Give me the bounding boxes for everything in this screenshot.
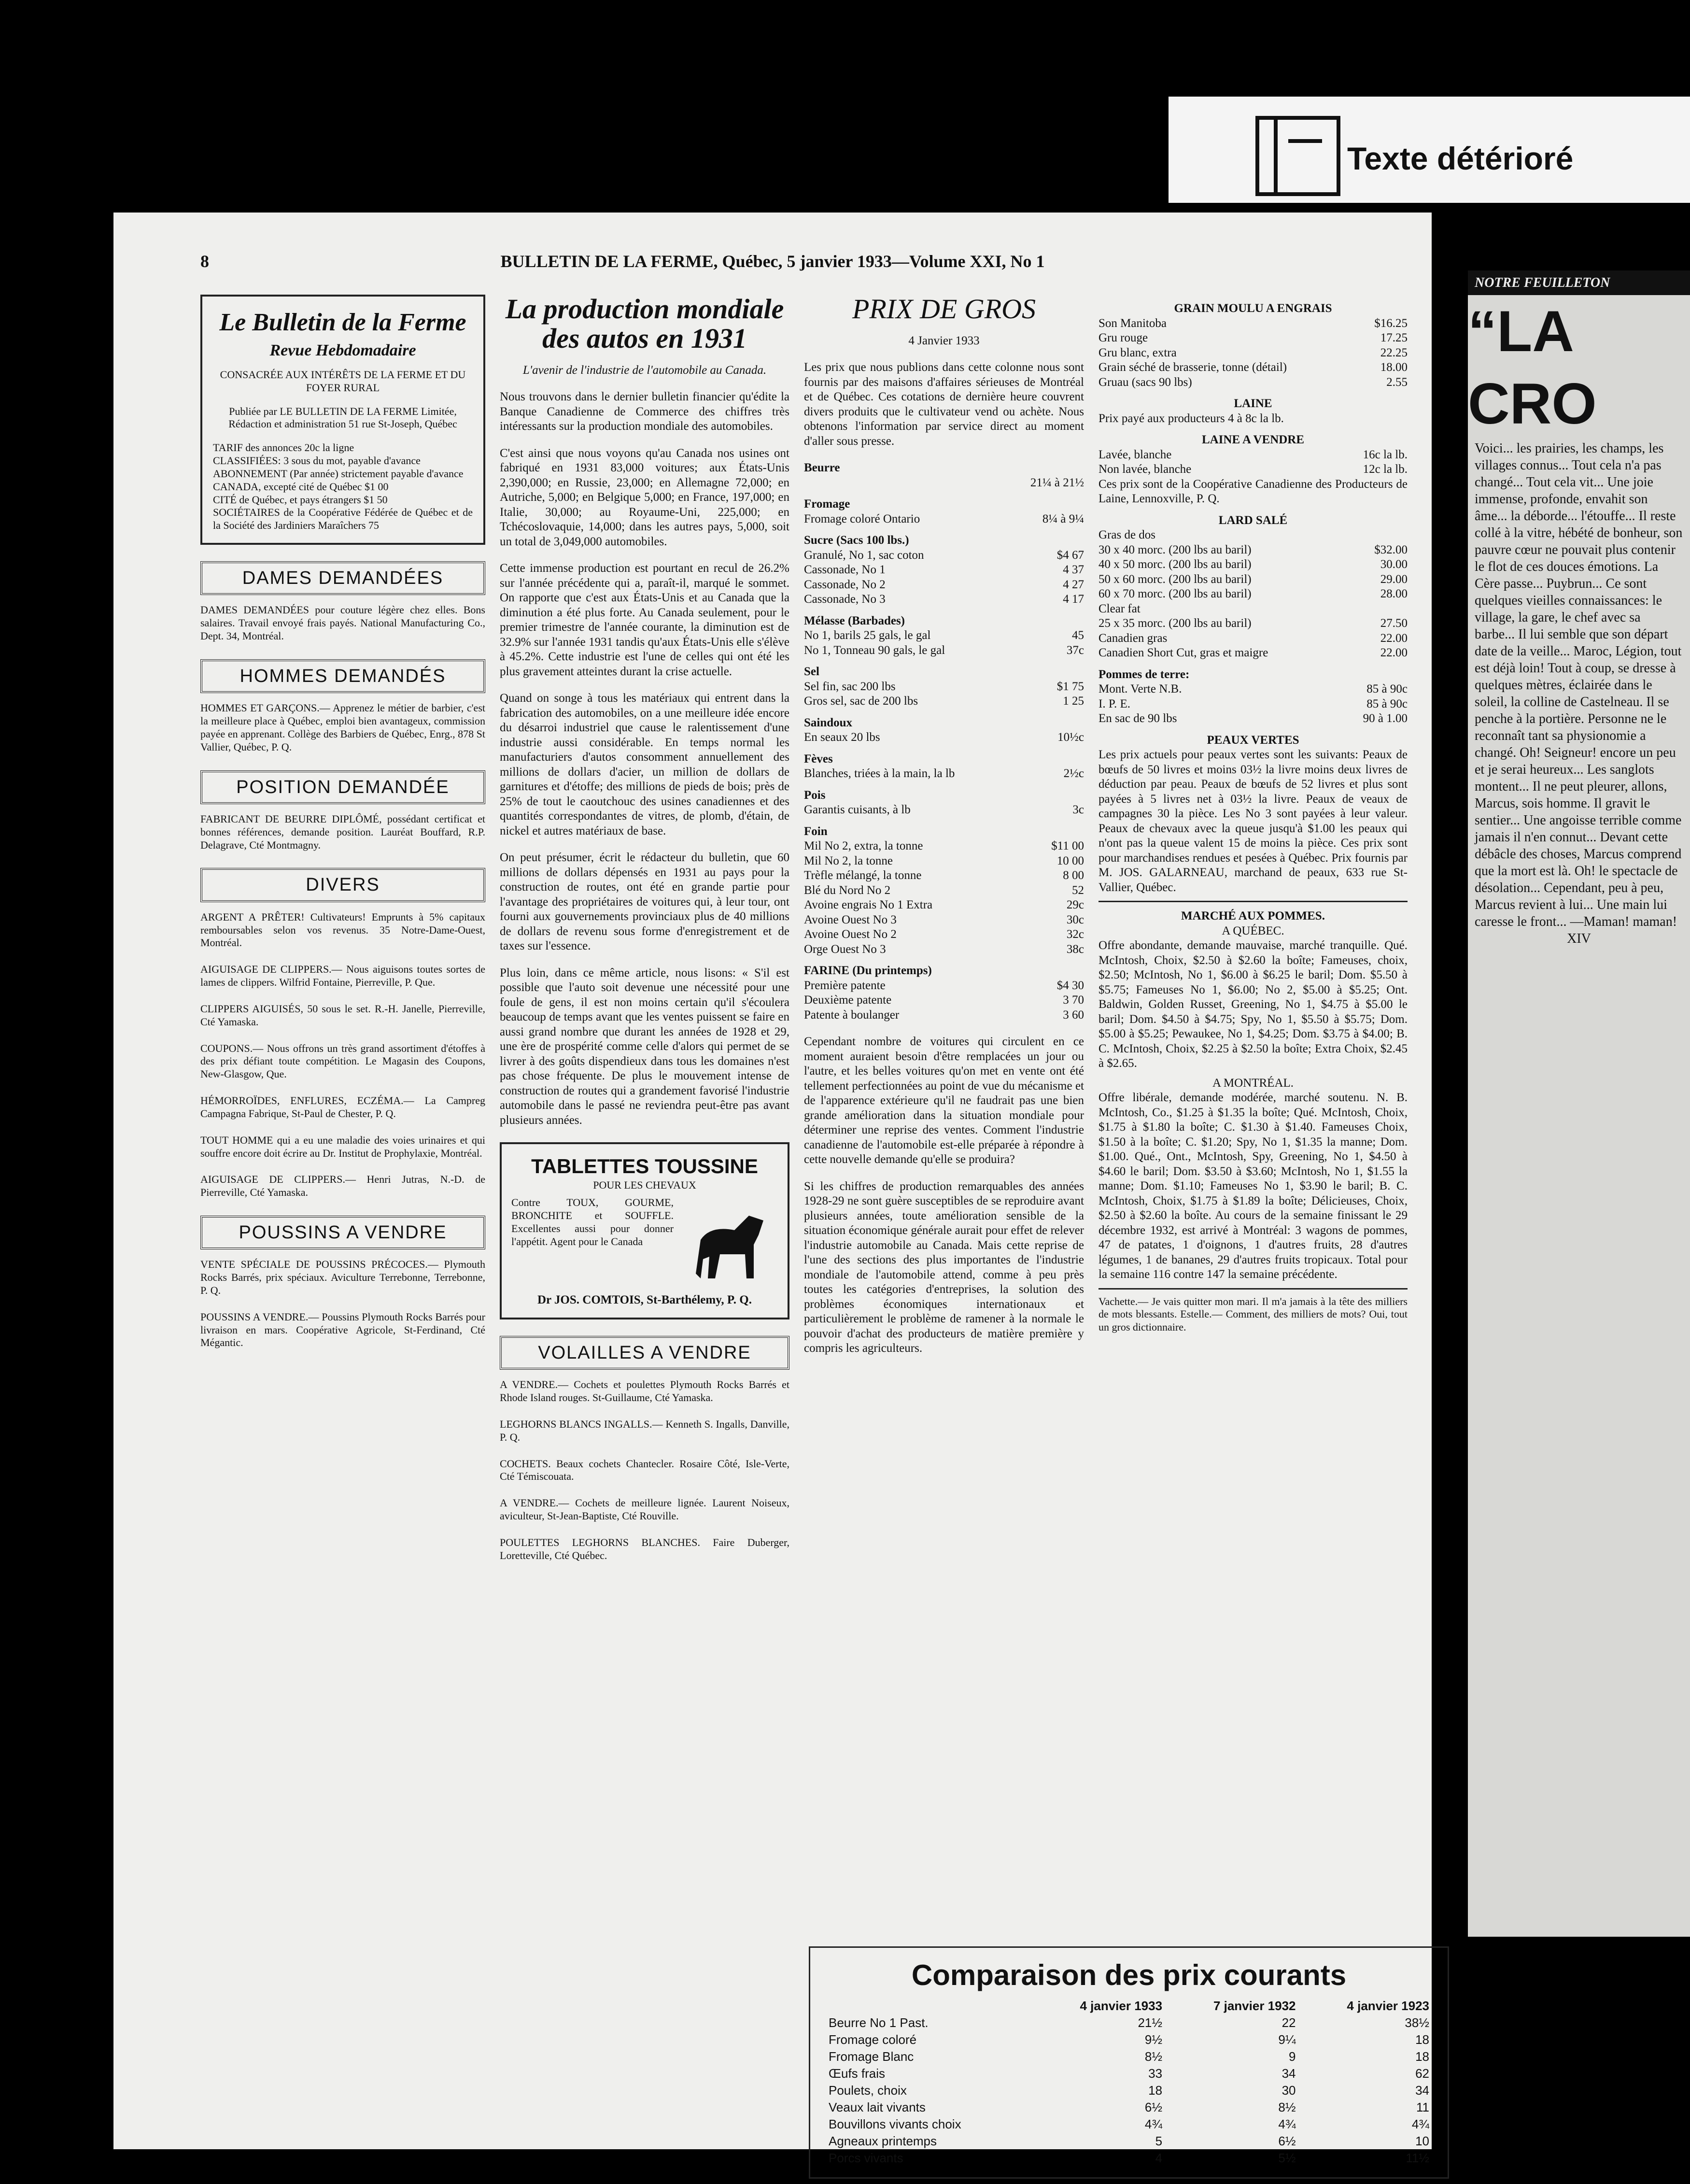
laine-row xyxy=(1098,448,1408,463)
classified-ad: FABRICANT DE BEURRE DIPLÔMÉ, possédant certificat et bonnes références, demande position. Lauréat Bouffard, R.P. Delagrave, Cté Montmagny. xyxy=(200,812,485,851)
lard-row-value: $32.00 xyxy=(1374,543,1408,556)
prix-row-value: $11 00 xyxy=(1051,839,1084,853)
prix-row-label: Granulé, No 1, sac coton xyxy=(804,548,924,562)
prix-row xyxy=(804,766,1084,781)
comparaison-cell: 4 xyxy=(1155,2151,1163,2165)
prix-row-label: Mil No 2, extra, la tonne xyxy=(804,839,923,853)
grain-row-label: Grain séché de brasserie, tonne (détail) xyxy=(1098,361,1287,374)
comparaison-cell: 4¾ xyxy=(1144,2117,1163,2131)
article-title: La production mondiale des autos en 1931 xyxy=(505,293,784,354)
prix-row-label: No 1, barils 25 gals, le gal xyxy=(804,629,931,642)
article-paragraph: C'est ainsi que nous voyons qu'au Canada nos usines ont fabriqué en 1931 83,000 voitures; aux États-Unis 2,390,000; en Russie, 23,000; en Allemagne 72,000; en Autriche, 5,000; en Belgique 5,000; en France, 197,000; en Italie, 30,000; au Royaume-Uni, 225,000; en Tchécoslovaquie, 14,000; dans les autres pays, 5,000, soit un total de 3,049,000 automobiles. xyxy=(500,446,789,548)
prix-row-value: 37c xyxy=(1066,643,1084,657)
comparaison-cell: 34 xyxy=(1282,2066,1296,2081)
comparaison-cell: 9½ xyxy=(1144,2032,1163,2047)
prix-row-label: Garantis cuisants, à lb xyxy=(804,803,911,817)
quebec-title: A QUÉBEC. xyxy=(1222,924,1284,937)
comparaison-column-header: 4 janvier 1933 xyxy=(1080,1999,1163,2013)
grain-row-value: 18.00 xyxy=(1380,361,1408,374)
lard-row xyxy=(1098,543,1408,558)
grain-row xyxy=(1098,360,1408,375)
feuilleton-head: NOTRE FEUILLETON xyxy=(1468,270,1690,295)
prix-title: PRIX DE GROS xyxy=(852,293,1036,325)
grain-row-value: 17.25 xyxy=(1380,331,1408,344)
lard-row-value: 22.00 xyxy=(1380,631,1408,645)
grain-row xyxy=(1098,331,1408,346)
prix-row xyxy=(804,942,1084,957)
lard-row-value: 28.00 xyxy=(1380,587,1408,600)
comparaison-row xyxy=(825,2099,1433,2116)
prix-row-value: 3 70 xyxy=(1063,993,1084,1007)
classified-ad: TOUT HOMME qui a eu une maladie des voies urinaires et qui souffre encore doit écrire au Dr. Institut de Prophylaxie, Montréal. xyxy=(200,1134,485,1159)
prix-row-value: 10 00 xyxy=(1056,854,1084,867)
prix-section-title: Pois xyxy=(804,788,826,802)
prix-row xyxy=(804,628,1084,643)
prix-row-value: 45 xyxy=(1072,629,1084,642)
divider xyxy=(1098,901,1408,902)
volailles-ad: POULETTES LEGHORNS BLANCHES. Faire Duberger, Loretteville, Cté Québec. xyxy=(500,1536,789,1561)
prix-section-title: Mélasse (Barbades) xyxy=(804,614,905,627)
comparaison-cell: 6½ xyxy=(1278,2134,1296,2148)
masthead-publisher: Publiée par LE BULLETIN DE LA FERME Limitée, Rédaction et administration 51 rue St-Joseph, Québec xyxy=(228,405,457,430)
deteriorated-text-stamp xyxy=(1169,97,1690,203)
prix-row-value: 30c xyxy=(1066,913,1084,926)
comparaison-cell: 33 xyxy=(1148,2066,1163,2081)
lard-row xyxy=(1098,602,1408,617)
quebec-text: Offre abondante, demande mauvaise, marché tranquille. Qué. McIntosh, Choix, $2.50 à $2.60 la boîte; Fameuses, choix, $2.50; McIntosh, No 1, $6.00 à $6.25 le baril; Dom. $5.50 à $5.75; Fameuses No 1, $6.00; No 2, $5.00 à $5.25; Ont. Baldwin, Golden Russet, Greening, No 1, $4.75 à $5.00 le baril; Dom. $4.50 à $4.75; Spy, No 1, $5.50 à $5.75; Dom. $5.00 à $5.25; Pewaukee, No 1, $4.25; Dom. $3.75 à $4.00; B. C. McIntosh, Choix, $2.25 à $2.50 la boîte; Extra Choix, $2.45 à $2.65. xyxy=(1098,939,1408,1070)
masthead-title: Le Bulletin de la Ferme xyxy=(219,309,466,336)
volailles-ad: COCHETS. Beaux cochets Chantecler. Rosaire Côté, Isle-Verte, Cté Témiscouata. xyxy=(500,1457,789,1483)
prix-row-label: Blanches, triées à la main, la lb xyxy=(804,767,955,780)
tablettes-agent: Dr JOS. COMTOIS, St-Barthélemy, P. Q. xyxy=(537,1293,752,1307)
prix-row-value: 8¼ à 9¼ xyxy=(1042,512,1084,525)
comparaison-row xyxy=(825,2133,1433,2150)
grain-row xyxy=(1098,316,1408,331)
lard-title: LARD SALÉ xyxy=(1218,513,1288,527)
prix-row-label: Avoine Ouest No 2 xyxy=(804,928,897,941)
feuilleton-text: Voici... les prairies, les champs, les villages connus... Tout cela n'a pas changé... Tout cela vit... Une joie immense, profonde, envahit son âme... la déborde... l'étouffe... Il reste collé à la vitre, hébété de bonheur, son pauvre cœur ne pouvait plus contenir le flot de ces douces émotions. La Cère passe... Puybrun... Ce sont quelques vieilles connaissances: le village, la gare, le chef avec sa barbe... Il lui semble que son départ date de la veille... Maroc, Légion, tout est déjà loin! Tout à coup, se dresse à quelques mètres, éclairée dans le soleil, la colline de Castelneau. Il se penche à la portière. Personne ne le reconnaît tant sa physionomie a changé. Oh! Seigneur! encore un peu et je serai heureux... Les sanglots montent... Il ne peut pleurer, allons, Marcus, sois homme. Il gravit le sentier... Une angoisse terrible comme jamais il n'en connut... Devant cette débâcle des choses, Marcus comprend que la mort est là. Oh! le spectacle de désolation... Cependant, peu à peu, Marcus revient à lui... Une main lui caresse le front... —Maman! maman! xyxy=(1475,441,1683,929)
montreal-title: A MONTRÉAL. xyxy=(1212,1076,1294,1090)
comparaison-cell: 34 xyxy=(1415,2083,1429,2098)
page-number: 8 xyxy=(200,252,209,271)
prix-section-title: FARINE (Du printemps) xyxy=(804,964,932,978)
lard-row xyxy=(1098,646,1408,661)
lard-row-label: Canadien Short Cut, gras et maigre xyxy=(1098,646,1268,659)
comparaison-cell: Fromage coloré xyxy=(829,2032,917,2047)
prix-row xyxy=(804,898,1084,913)
comparaison-row xyxy=(825,2082,1433,2099)
grain-row-label: Gru blanc, extra xyxy=(1098,346,1177,359)
comparaison-cell: 30 xyxy=(1282,2083,1296,2098)
grain-rows xyxy=(1098,316,1408,390)
classified-ad: ARGENT A PRÊTER! Cultivateurs! Emprunts à 5% capitaux remboursables selon vos revenus. 35 Notre-Dame-Ouest, Montréal. xyxy=(200,910,485,949)
prix-row-label: Première patente xyxy=(804,979,886,992)
classified-ad: DAMES DEMANDÉES pour couture légère chez elles. Bons salaires. Travail envoyé frais payés. National Manufacturing Co., Dept. 34, Montréal. xyxy=(200,604,485,642)
article-paragraph: Plus loin, dans ce même article, nous lisons: « S'il est possible que l'auto soit devenue une nécessité pour une foule de gens, il est non moins certain qu'il s'écoulera beaucoup de temps avant que les ventes puissent se faire en aussi grand nombre que durant les années de 1928 et 29, une ère de prospérité comme celle d'alors qui permet de se livrer à des goûts dispendieux dans tous les domaines n'est pas chose fréquente. De plus le mouvement intense de construction de routes qui a grandement favorisé l'industrie automobile dans le passé ne reviendra peut-être pas avant plusieurs années. xyxy=(500,966,789,1127)
classified-ad: CLIPPERS AIGUISÉS, 50 sous le set. R.-H. Janelle, Pierreville, Cté Yamaska. xyxy=(200,1002,485,1028)
comparaison-cell: 11 xyxy=(1416,2100,1429,2114)
comparaison-row xyxy=(825,2014,1433,2031)
prix-section-title: Fèves xyxy=(804,752,833,766)
tablettes-ad xyxy=(500,1142,789,1319)
tablettes-body: Contre TOUX, GOURME, BRONCHITE et SOUFFLE. Excellentes aussi pour donner l'appétit. Agent pour le Canada xyxy=(511,1196,674,1248)
prix-row-value: 3 60 xyxy=(1063,1008,1084,1021)
prix-row-label: Trèfle mélangé, la tonne xyxy=(804,869,922,882)
lard-row xyxy=(1098,631,1408,646)
stamp-logo-icon xyxy=(1255,116,1340,196)
prix-row-value: $1 75 xyxy=(1056,680,1084,693)
comparaison-cell: 4¾ xyxy=(1278,2117,1296,2131)
prix-row xyxy=(804,476,1084,491)
lard-row-label: 40 x 50 morc. (200 lbs au baril) xyxy=(1098,558,1252,571)
masthead-rate: SOCIÉTAIRES de la Coopérative Fédérée de Québec et de la Société des Jardiniers Maraîchers 75 xyxy=(213,506,473,532)
comparaison-row xyxy=(825,2116,1433,2133)
pommes-terre-row-label: I. P. E. xyxy=(1098,697,1130,710)
grain-row-value: 2.55 xyxy=(1386,375,1408,389)
prix-section-title: Saindoux xyxy=(804,716,853,729)
tablettes-sub: POUR LES CHEVAUX xyxy=(593,1178,696,1191)
lard-row-label: Canadien gras xyxy=(1098,631,1168,645)
masthead-tagline: CONSACRÉE AUX INTÉRÊTS DE LA FERME ET DU FOYER RURAL xyxy=(220,368,466,394)
grain-row-label: Gru rouge xyxy=(1098,331,1148,344)
masthead-rate: CLASSIFIÉES: 3 sous du mot, payable d'avance xyxy=(213,454,421,467)
article-subtitle: L'avenir de l'industrie de l'automobile au Canada. xyxy=(522,363,767,377)
laine-price: Prix payé aux producteurs 4 à 8c la lb. xyxy=(1098,411,1284,425)
lard-row-label: 60 x 70 morc. (200 lbs au baril) xyxy=(1098,587,1252,600)
masthead-rate: TARIF des annonces 20c la ligne xyxy=(213,441,354,454)
classified-ad: POUSSINS A VENDRE.— Poussins Plymouth Rocks Barrés pour livraison en mars. Coopérative Agricole, St-Ferdinand, Cté Mégantic. xyxy=(200,1310,485,1349)
classified-heading: POUSSINS A VENDRE xyxy=(200,1216,485,1249)
pommes-terre-row-label: Mont. Verte N.B. xyxy=(1098,682,1182,695)
classified-ad: AIGUISAGE DE CLIPPERS.— Nous aiguisons toutes sortes de lames de clippers. Wilfrid Fontaine, Pierreville, P. Que. xyxy=(200,963,485,989)
pommes-terre-row xyxy=(1098,711,1408,726)
laine-row-label: Lavée, blanche xyxy=(1098,448,1172,461)
prix-row-label: Deuxième patente xyxy=(804,993,892,1007)
volailles-heading: VOLAILLES A VENDRE xyxy=(500,1336,789,1370)
prix-row xyxy=(804,979,1084,993)
prix-section-title: Beurre xyxy=(804,461,840,475)
comparaison-cell: 18 xyxy=(1415,2049,1429,2064)
pommes-terre-row-label: En sac de 90 lbs xyxy=(1098,712,1177,725)
comparaison-cell: 5½ xyxy=(1278,2151,1296,2165)
lard-row xyxy=(1098,557,1408,572)
comparaison-cell: Œufs frais xyxy=(829,2066,886,2081)
prix-row-value: $4 67 xyxy=(1056,548,1084,562)
pommes-title: MARCHÉ AUX POMMES. xyxy=(1181,909,1325,922)
volailles-ad: LEGHORNS BLANCS INGALLS.— Kenneth S. Ingalls, Danville, P. Q. xyxy=(500,1418,789,1443)
article-paragraph: Cette immense production est pourtant en recul de 26.2% sur l'année précédente qui a, paraît-il, marqué le sommet. On rapporte que c'est aux États-Unis et au Canada que la diminution a été plus forte. Au Canada seulement, pour le premier trimestre de l'année courante, la diminution est de 32.9% sur l'année 1931 tandis qu'aux États-Unis elle s'élève à 45.2%. Cette industrie est l'une de celles qui ont été les plus gravement atteintes durant la crise actuelle. xyxy=(500,562,789,678)
comparaison-cell: 18 xyxy=(1148,2083,1163,2098)
comparaison-row xyxy=(825,2150,1433,2167)
comparaison-row xyxy=(825,2048,1433,2065)
grain-row-label: Son Manitoba xyxy=(1098,316,1167,330)
prix-row-label: Orge Ouest No 3 xyxy=(804,942,886,956)
prix-row-value: 21¼ à 21½ xyxy=(1030,476,1084,489)
prix-row xyxy=(804,578,1084,593)
laine-row-label: Non lavée, blanche xyxy=(1098,463,1192,476)
pommes-terre-row-value: 90 à 1.00 xyxy=(1363,712,1408,725)
prix-row-value: 32c xyxy=(1066,928,1084,941)
article-paragraph: Nous trouvons dans le dernier bulletin financier qu'édite la Banque Canadienne de Commerce des chiffres très intéressants sur la production mondiale des automobiles. xyxy=(500,390,789,433)
comparaison-column-header xyxy=(825,1998,1033,2014)
article-paragraph: Cependant nombre de voitures qui circulent en ce moment auraient besoin d'être remplacées un jour ou l'autre, et les belles voitures qu'on met en vente ont été tellement perfectionnées au point de vue du mécanisme et de l'apparence extérieure qu'il ne faudrait pas une bien grande amélioration dans la situation mondiale pour déterminer une reprise des ventes. Comment l'industrie canadienne de l'automobile est-elle préparée à répondre à cette nouvelle demande qu'elle se produira? xyxy=(804,1035,1084,1166)
column-prix-de-gros xyxy=(804,295,1084,1368)
prix-row-value: 1 25 xyxy=(1063,695,1084,708)
grain-row xyxy=(1098,375,1408,390)
prix-section-title: Sucre (Sacs 100 lbs.) xyxy=(804,534,909,547)
prix-row-label: Avoine Ouest No 3 xyxy=(804,913,897,926)
prix-row-value: 10½c xyxy=(1057,731,1084,744)
prix-row-value: 3c xyxy=(1072,803,1084,817)
tablettes-title: TABLETTES TOUSSINE xyxy=(531,1155,758,1178)
prix-row-label: Avoine engrais No 1 Extra xyxy=(804,898,933,912)
laine-vendre-title: LAINE A VENDRE xyxy=(1201,433,1305,446)
masthead-subtitle: Revue Hebdomadaire xyxy=(269,341,416,360)
comparaison-cell: 8½ xyxy=(1144,2049,1163,2064)
lard-row-value: 29.00 xyxy=(1380,572,1408,586)
comparaison-cell: Veaux lait vivants xyxy=(829,2100,926,2114)
prix-row-value: 38c xyxy=(1066,942,1084,956)
prix-row xyxy=(804,927,1084,942)
prix-row xyxy=(804,643,1084,658)
grain-title: GRAIN MOULU A ENGRAIS xyxy=(1174,302,1332,315)
prix-row-label: Cassonade, No 1 xyxy=(804,563,886,577)
lard-row-label: Gras de dos xyxy=(1098,528,1156,541)
pommes-terre-row-value: 85 à 90c xyxy=(1366,682,1408,695)
prix-row xyxy=(804,883,1084,898)
stamp-label: Texte détérioré xyxy=(1347,141,1574,176)
laine-note: Ces prix sont de la Coopérative Canadienne des Producteurs de Laine, Lennoxville, P. Q. xyxy=(1098,477,1408,505)
divider xyxy=(1098,1288,1408,1290)
grain-row-value: 22.25 xyxy=(1380,346,1408,359)
comparaison-column-header: 7 janvier 1932 xyxy=(1213,1999,1296,2013)
prix-row xyxy=(804,512,1084,527)
comparaison-cell: 4¾ xyxy=(1411,2117,1429,2131)
comparaison-cell: 9 xyxy=(1289,2049,1296,2064)
comparaison-cell: 62 xyxy=(1415,2066,1429,2081)
classified-ad: VENTE SPÉCIALE DE POUSSINS PRÉCOCES.— Plymouth Rocks Barrés, prix spéciaux. Aviculture Terrebonne, Terrebonne, P. Q. xyxy=(200,1258,485,1296)
prix-row-value: $4 30 xyxy=(1056,979,1084,992)
comparaison-cell: Fromage Blanc xyxy=(829,2049,914,2064)
classified-heading: HOMMES DEMANDÉS xyxy=(200,659,485,693)
comparaison-cell: 21½ xyxy=(1138,2015,1163,2030)
prix-row xyxy=(804,694,1084,709)
lard-row xyxy=(1098,587,1408,602)
prix-section-title: Fromage xyxy=(804,497,850,511)
laine-row xyxy=(1098,462,1408,477)
horse-icon xyxy=(681,1196,778,1293)
laine-row-value: 12c la lb. xyxy=(1363,463,1408,476)
comparaison-cell: Beurre No 1 Past. xyxy=(829,2015,929,2030)
comparaison-table xyxy=(825,1998,1433,2167)
prix-row xyxy=(804,868,1084,883)
classified-ad: COUPONS.— Nous offrons un très grand assortiment d'étoffes à des prix défiant toute compétition. Le Magasin des Coupons, New-Glasgow, Que. xyxy=(200,1042,485,1080)
laine-title: LAINE xyxy=(1234,397,1272,410)
montreal-text: Offre libérale, demande modérée, marché soutenu. N. B. McIntosh, Co., $1.25 à $1.35 la boîte; Qué. McIntosh, Choix, $1.75 à $1.80 la boîte; C. $1.30 à $1.40. Fameuses Choix, $1.50 à la boîte; C. $1.20; Spy, No 1, $1.35 la manne; Dom. $1.00. Qué., Ont., McIntosh, Spy, Greening, No 1, $4.50 à $4.60 le baril; Dom. $3.50 à $3.60; McIntosh, No 1, $1.55 la manne; Dom. $1.10; Fameuses No 1, $3.90 le baril; B. C. McIntosh, Choix, $1.75 à $1.89 la boîte; Délicieuses, Choix, $2.50 à $2.60 la boîte. Au cours de la semaine finissant le 29 décembre 1932, est arrivé à Montréal: 3 wagons de pommes, 47 de patates, 1 d'oignons, 1 d'autres fruits, 28 d'autres légumes, 1 de bananes, 29 d'autres fruits tropicaux. Total pour la semaine 116 contre 147 la semaine précédente. xyxy=(1098,1091,1408,1281)
comparaison-cell: 22 xyxy=(1282,2015,1296,2030)
laine-rows xyxy=(1098,448,1408,477)
pommes-terre-rows xyxy=(1098,682,1408,726)
pommes-terre-row xyxy=(1098,697,1408,712)
comparaison-cell: 9¼ xyxy=(1278,2032,1296,2047)
prix-row-value: 2½c xyxy=(1063,767,1084,780)
masthead-rate: ABONNEMENT (Par année) strictement payable d'avance xyxy=(213,467,464,480)
pommes-terre-title: Pommes de terre: xyxy=(1098,667,1190,681)
comparaison-column-header: 4 janvier 1923 xyxy=(1347,1999,1429,2013)
comparaison-cell: Agneaux printemps xyxy=(829,2134,937,2148)
classified-ad: HOMMES ET GARÇONS.— Apprenez le métier de barbier, c'est la meilleure place à Québec, emploi bien avantageux, commission payée en apprenant. Collège des Barbiers de Québec, Enrg., 878 St Vallier, Québec, P. Q. xyxy=(200,702,485,753)
prix-row xyxy=(804,680,1084,695)
lard-rows xyxy=(1098,528,1408,661)
prix-row-value: 4 37 xyxy=(1063,563,1084,577)
prix-row-label: Mil No 2, la tonne xyxy=(804,854,893,867)
prix-row-label: No 1, Tonneau 90 gals, le gal xyxy=(804,643,945,657)
comparaison-cell: 6½ xyxy=(1144,2100,1163,2114)
masthead-rate: CANADA, excepté cité de Québec $1 00 xyxy=(213,480,389,493)
feuilleton-strip xyxy=(1468,270,1690,1937)
lard-row xyxy=(1098,572,1408,587)
grain-row-label: Gruau (sacs 90 lbs) xyxy=(1098,375,1192,389)
prix-row xyxy=(804,913,1084,928)
column-classifieds xyxy=(200,295,485,1363)
comparaison-cell: 18 xyxy=(1415,2032,1429,2047)
prix-row xyxy=(804,592,1084,607)
prix-row-value: 29c xyxy=(1066,898,1084,912)
feuilleton-title: “LA CRO xyxy=(1468,299,1597,436)
comparaison-cell: Bouvillons vivants choix xyxy=(829,2117,961,2131)
comparaison-cell: Poulets, choix xyxy=(829,2083,907,2098)
prix-intro: Les prix que nous publions dans cette colonne nous sont fournis par des maisons d'affaires sérieuses de Montréal et de Québec. Ces cotations de dernière heure couvrent divers produits que le cultivateur vend ou achète. Nous obtenons l'information par service direct au moment d'aller sous presse. xyxy=(804,361,1084,448)
prix-row-label: Blé du Nord No 2 xyxy=(804,883,891,897)
article-paragraph: On peut présumer, écrit le rédacteur du bulletin, que 60 millions de dollars dépensés en 1931 au pays pour la construction de routes, ont été en grande partie pour l'avantage des propriétaires de voitures qui, à leur tour, ont fourni aux gouvernements provinciaux plus de 40 millions de dollars de revenu sous forme d'enregistrement et de taxes sur l'essence. xyxy=(500,851,789,953)
grain-row xyxy=(1098,346,1408,361)
prix-row-label: Cassonade, No 2 xyxy=(804,578,886,591)
running-head: BULLETIN DE LA FERME, Québec, 5 janvier 1933—Volume XXI, No 1 xyxy=(500,252,1045,271)
prix-row-label: Fromage coloré Ontario xyxy=(804,512,920,525)
lard-row xyxy=(1098,528,1408,543)
classified-ad: AIGUISAGE DE CLIPPERS.— Henri Jutras, N.-D. de Pierreville, Cté Yamaska. xyxy=(200,1173,485,1199)
lard-row-value: 22.00 xyxy=(1380,646,1408,659)
comparaison-row xyxy=(825,2065,1433,2082)
peaux-text: Les prix actuels pour peaux vertes sont les suivants: Peaux de bœufs de 50 livres et moins 03½ la livre moins deux livres de déduction par peau. Peaux de bœufs de 52 livres et plus sont payées à 5 livres net à 03½ la livre. Peaux de veaux de campagnes 30 la pièce. Les No 3 sont payées à leur valeur. Peaux de chevaux avec la queue jusqu'à $1.00 les peaux qui n'ont pas la queue valent 15 de moins la pièce. Ces prix sont pour marchandises rendues et pesées à Québec. Prix fournis par M. JOS. GALARNEAU, marchand de peaux, 633 rue St-Vallier, Québec. xyxy=(1098,748,1408,894)
lard-row-label: 25 x 35 morc. (200 lbs au baril) xyxy=(1098,617,1252,630)
prix-date: 4 Janvier 1933 xyxy=(908,334,980,347)
peaux-title: PEAUX VERTES xyxy=(1207,733,1299,747)
comparaison-row xyxy=(825,2031,1433,2048)
pommes-terre-row xyxy=(1098,682,1408,697)
prix-section-title: Sel xyxy=(804,665,819,679)
prix-row xyxy=(804,1008,1084,1023)
prix-row-label: Sel fin, sac 200 lbs xyxy=(804,680,896,693)
classified-ad: HÉMORROÏDES, ENFLURES, ECZÉMA.— La Campreg Campagna Fabrique, St-Paul de Chester, P. Q. xyxy=(200,1094,485,1120)
grain-row-value: $16.25 xyxy=(1374,316,1408,330)
prix-row xyxy=(804,854,1084,869)
lard-row-value: 27.50 xyxy=(1380,617,1408,630)
laine-row-value: 16c la lb. xyxy=(1363,448,1408,461)
volailles-ad: A VENDRE.— Cochets de meilleure lignée. Laurent Noiseux, aviculteur, St-Jean-Baptiste, Cté Rouville. xyxy=(500,1497,789,1522)
prix-row-label: Patente à boulanger xyxy=(804,1008,900,1021)
classified-heading: DIVERS xyxy=(200,868,485,902)
joke-text: Vachette.— Je vais quitter mon mari. Il m'a jamais à la tête des milliers de mots blessants. Estelle.— Comment, des milliers de mots? Oui, tout un gros dictionnaire. xyxy=(1098,1295,1408,1333)
prix-row-value: 8 00 xyxy=(1063,869,1084,882)
prix-row xyxy=(804,563,1084,578)
classified-heading: DAMES DEMANDÉES xyxy=(200,561,485,595)
comparaison-box xyxy=(809,1946,1449,2179)
prix-sections xyxy=(804,461,1084,1022)
article-paragraph: Quand on songe à tous les matériaux qui entrent dans la fabrication des automobiles, on a une meilleure idée encore du désarroi industriel que cause le ralentissement d'une industrie aussi considérable. En temps normal les manufacturiers d'autos consomment annuellement des millions de dollars d'acier, un million de dollars de garnitures et d'étoffe; des millions de pieds de bois; près de 25% de tout le caoutchouc des usines canadiennes et des quantités correspondantes de vitres, de plomb, d'étain, de nickel et autres matériaux de base. xyxy=(500,692,789,837)
prix-row xyxy=(804,730,1084,745)
volailles-ad: A VENDRE.— Cochets et poulettes Plymouth Rocks Barrés et Rhode Island rouges. St-Guillaume, Cté Yamaska. xyxy=(500,1378,789,1404)
newspaper-page xyxy=(113,213,1432,2165)
lard-row-label: Clear fat xyxy=(1098,602,1141,615)
lard-row-value: 30.00 xyxy=(1380,558,1408,571)
prix-row-value: 4 27 xyxy=(1063,578,1084,591)
feuilleton-chapter: XIV xyxy=(1567,931,1591,946)
prix-row-label: Cassonade, No 3 xyxy=(804,593,886,606)
comparaison-cell: 10 xyxy=(1415,2134,1429,2148)
prix-section-title: Foin xyxy=(804,824,828,838)
prix-row-label: En seaux 20 lbs xyxy=(804,731,880,744)
article-paragraph: Si les chiffres de production remarquables des années 1928-29 ne sont guère susceptibles de se reproduire avant plusieurs années, toute amélioration sensible de la situation économique générale aurait pour effet de relever l'industrie automobile au Canada. Mais cette reprise de l'une des sections des plus importantes de l'industrie mondiale de l'automobile attend, comme à peu près toutes les catégories d'entreprises, la solution des problèmes économiques internationaux et particulièrement le problème de ramener à la normale le pouvoir d'achat des producteurs de matière première y compris les agriculteurs. xyxy=(804,1179,1084,1355)
prix-row xyxy=(804,548,1084,563)
comparaison-cell: 38½ xyxy=(1405,2015,1429,2030)
pommes-terre-row-value: 85 à 90c xyxy=(1366,697,1408,710)
prix-row-value: 4 17 xyxy=(1063,593,1084,606)
lard-row xyxy=(1098,616,1408,631)
column-grain xyxy=(1098,295,1408,1334)
classified-heading: POSITION DEMANDÉE xyxy=(200,770,485,804)
comparaison-cell: 11½ xyxy=(1406,2151,1429,2165)
masthead-rate: CITÉ de Québec, et pays étrangers $1 50 xyxy=(213,493,388,506)
prix-row-value: 52 xyxy=(1072,883,1084,897)
prix-row-label: Gros sel, sac de 200 lbs xyxy=(804,695,918,708)
prix-row xyxy=(804,803,1084,818)
lard-row-label: 50 x 60 morc. (200 lbs au baril) xyxy=(1098,572,1252,586)
comparaison-cell: 8½ xyxy=(1278,2100,1296,2114)
masthead-box xyxy=(200,295,485,545)
comparaison-cell: Porcs vivants xyxy=(829,2151,903,2165)
column-article xyxy=(500,295,789,1575)
lard-row-label: 30 x 40 morc. (200 lbs au baril) xyxy=(1098,543,1252,556)
comparaison-cell: 5 xyxy=(1155,2134,1163,2148)
prix-row xyxy=(804,839,1084,854)
prix-row xyxy=(804,993,1084,1008)
comparaison-title: Comparaison des prix courants xyxy=(911,1959,1347,1991)
